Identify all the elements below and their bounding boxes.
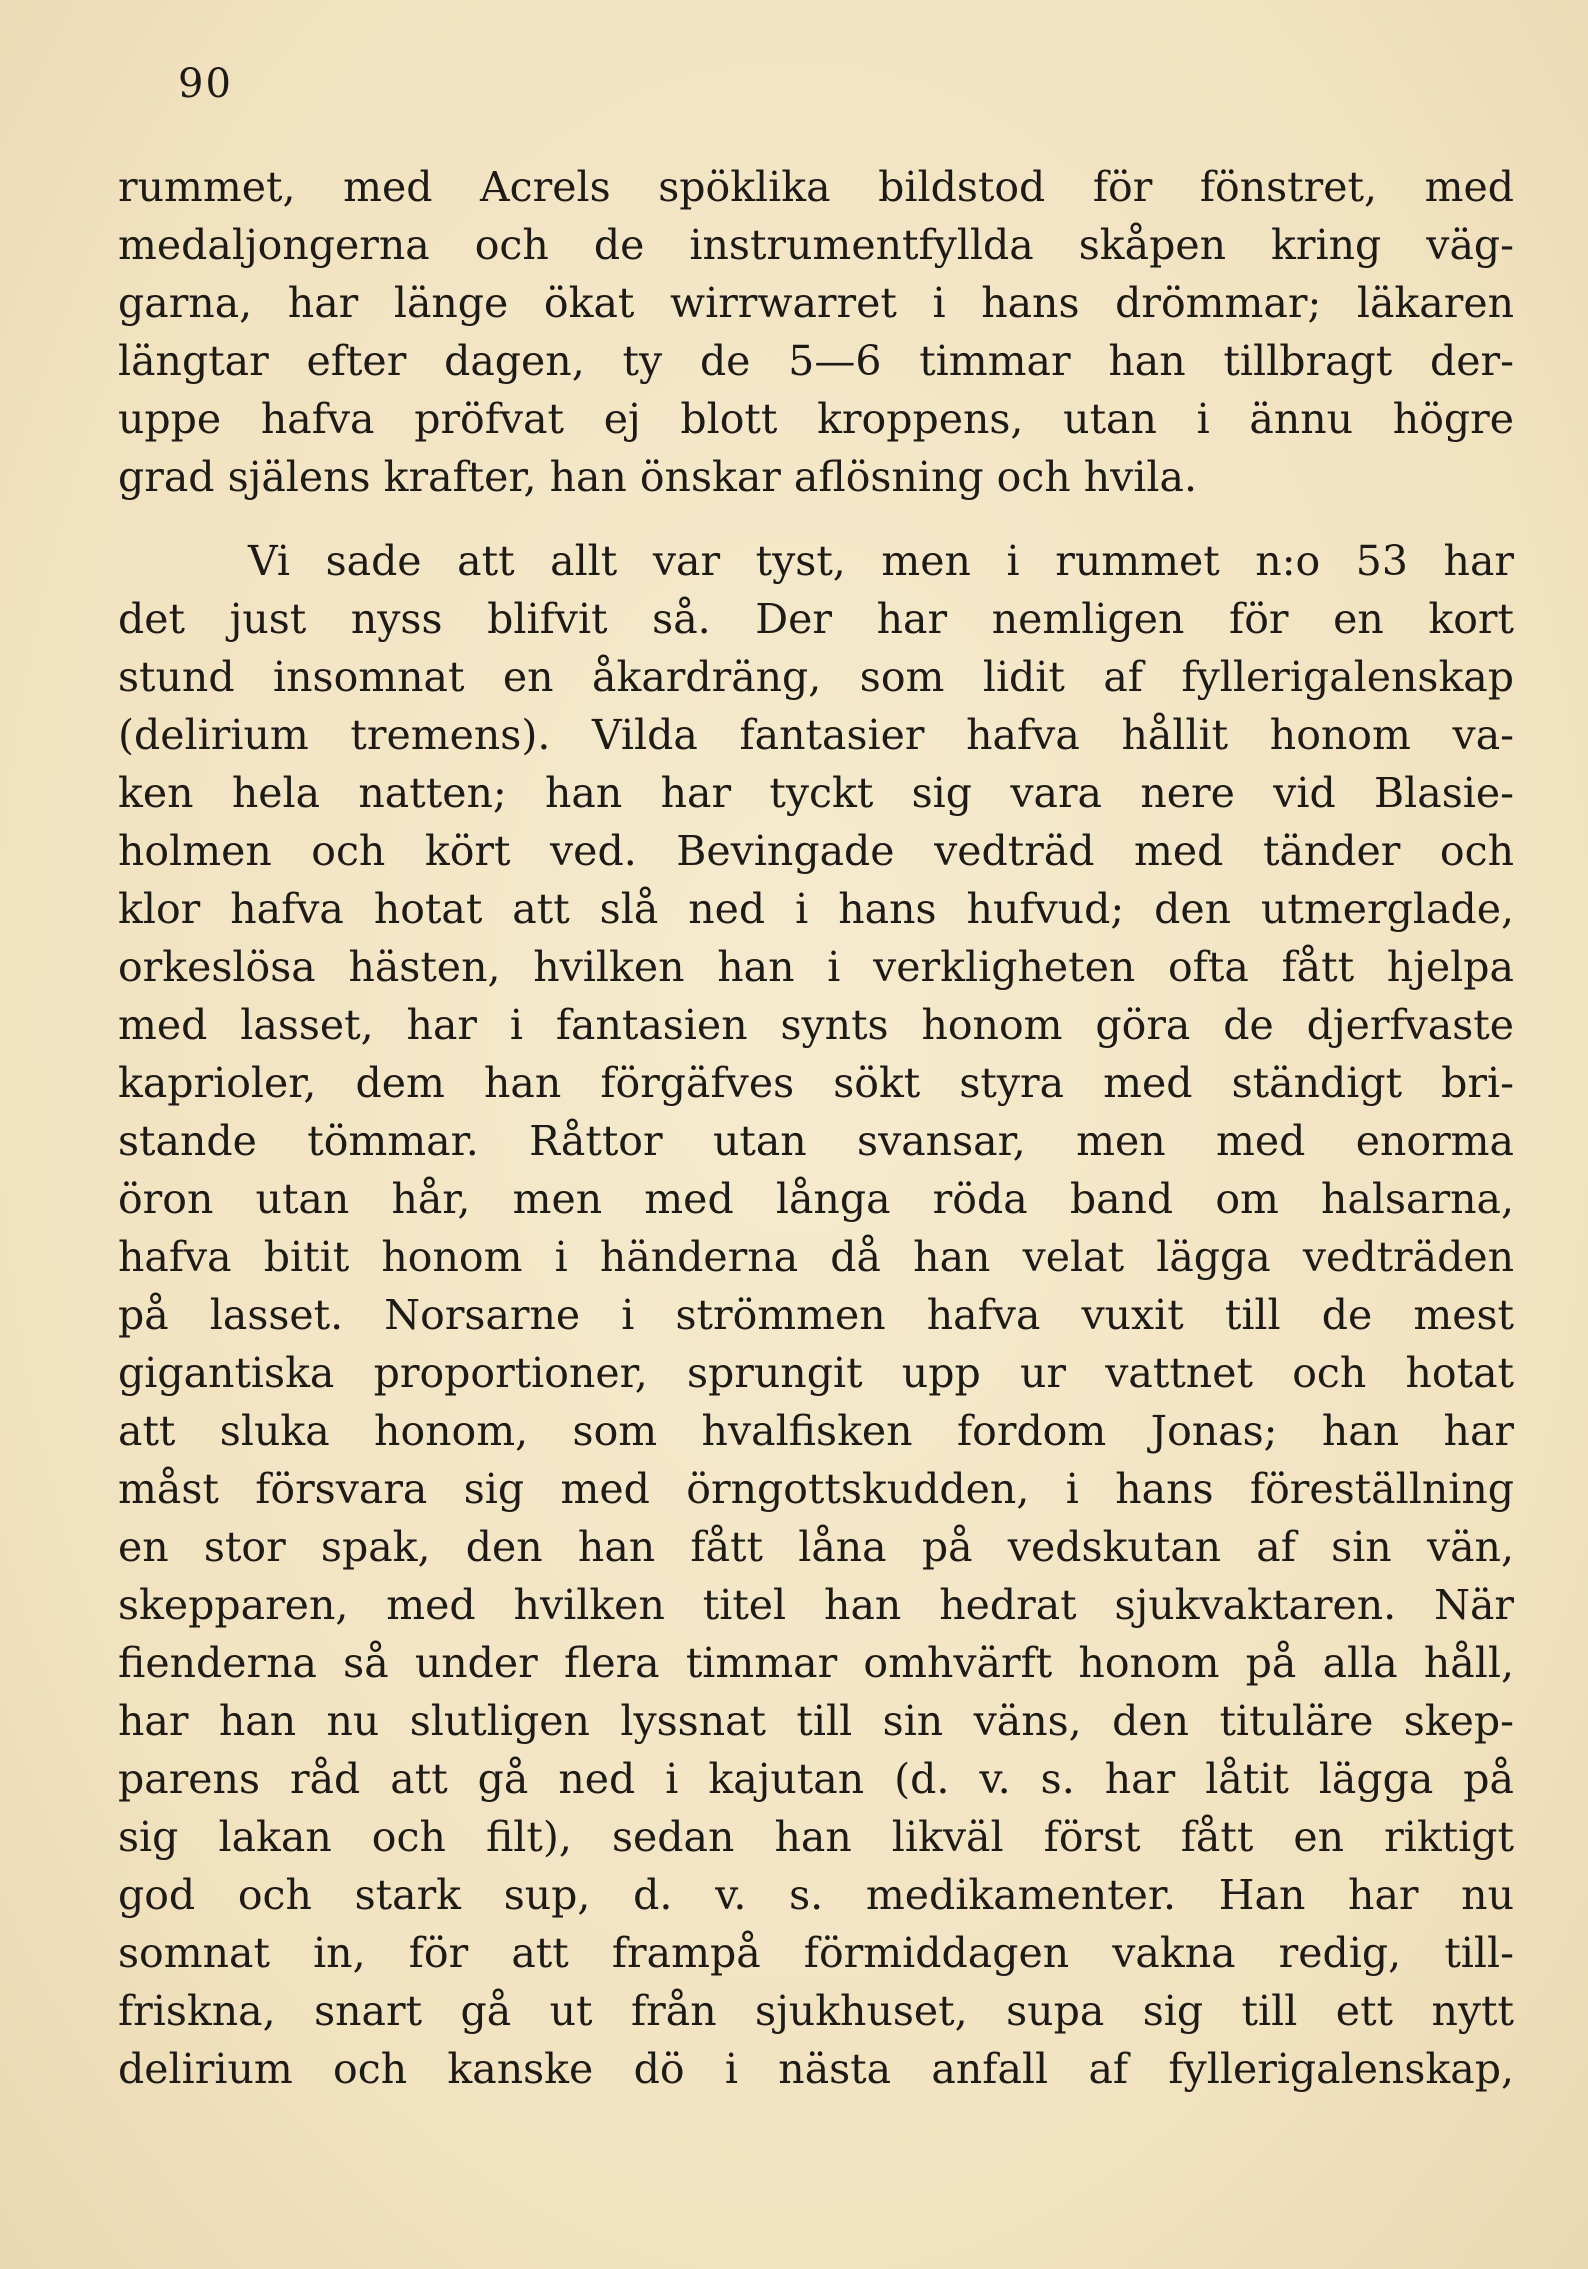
body-text [118, 158, 1514, 2098]
text-line: hafva bitit honom i händerna då han velat lägga vedträden [118, 1233, 1514, 1281]
text-line: kaprioler, dem han förgäfves sökt styra med ständigt bri- [118, 1059, 1514, 1107]
text-line: delirium och kanske dö i nästa anfall af fyllerigalenskap, [118, 2045, 1514, 2093]
paragraph-1 [118, 158, 1514, 506]
text-line: god och stark sup, d. v. s. medikamenter. Han har nu [118, 1871, 1514, 1919]
text-line: på lasset. Norsarne i strömmen hafva vuxit till de mest [118, 1291, 1514, 1339]
text-line: sig lakan och filt), sedan han likväl först fått en riktigt [118, 1813, 1514, 1861]
text-line: skepparen, med hvilken titel han hedrat sjukvaktaren. När [118, 1581, 1514, 1629]
text-line: garna, har länge ökat wirrwarret i hans drömmar; läkaren [118, 279, 1514, 327]
text-line: Vi sade att allt var tyst, men i rummet n:o 53 har [248, 537, 1514, 585]
text-line: längtar efter dagen, ty de 5—6 timmar han tillbragt der- [118, 337, 1514, 385]
text-line: gigantiska proportioner, sprungit upp ur vattnet och hotat [118, 1349, 1514, 1397]
text-line: parens råd att gå ned i kajutan (d. v. s. har låtit lägga på [118, 1755, 1514, 1803]
text-line: stande tömmar. Råttor utan svansar, men med enorma [118, 1117, 1514, 1165]
text-line: har han nu slutligen lyssnat till sin väns, den tituläre skep- [118, 1697, 1514, 1745]
text-line: orkeslösa hästen, hvilken han i verkligheten ofta fått hjelpa [118, 943, 1514, 991]
text-line: måst försvara sig med örngottskudden, i hans föreställning [118, 1465, 1514, 1513]
text-line: klor hafva hotat att slå ned i hans hufvud; den utmerglade, [118, 885, 1514, 933]
text-line: somnat in, för att frampå förmiddagen vakna redig, till- [118, 1929, 1514, 1977]
text-line: holmen och kört ved. Bevingade vedträd med tänder och [118, 827, 1514, 875]
text-line: grad själens krafter, han önskar aflösning och hvila. [118, 453, 1197, 501]
text-line: en stor spak, den han fått låna på vedskutan af sin vän, [118, 1523, 1514, 1571]
text-line: att sluka honom, som hvalfisken fordom Jonas; han har [118, 1407, 1514, 1455]
paragraph-2 [118, 532, 1514, 2098]
text-line: (delirium tremens). Vilda fantasier hafva hållit honom va- [118, 711, 1514, 759]
text-line: friskna, snart gå ut från sjukhuset, supa sig till ett nytt [118, 1987, 1514, 2035]
text-line: öron utan hår, men med långa röda band om halsarna, [118, 1175, 1514, 1223]
page-number: 90 [178, 61, 233, 107]
text-line: med lasset, har i fantasien synts honom göra de djerfvaste [118, 1001, 1514, 1049]
text-line: medaljongerna och de instrumentfyllda skåpen kring väg- [118, 221, 1514, 269]
text-line: rummet, med Acrels spöklika bildstod för fönstret, med [118, 163, 1514, 211]
text-line: ken hela natten; han har tyckt sig vara nere vid Blasie- [118, 769, 1514, 817]
text-line: fienderna så under flera timmar omhvärft honom på alla håll, [118, 1639, 1514, 1687]
text-line: det just nyss blifvit så. Der har nemligen för en kort [118, 595, 1514, 643]
text-line: uppe hafva pröfvat ej blott kroppens, utan i ännu högre [118, 395, 1514, 443]
text-line: stund insomnat en åkardräng, som lidit af fyllerigalenskap [118, 653, 1514, 701]
